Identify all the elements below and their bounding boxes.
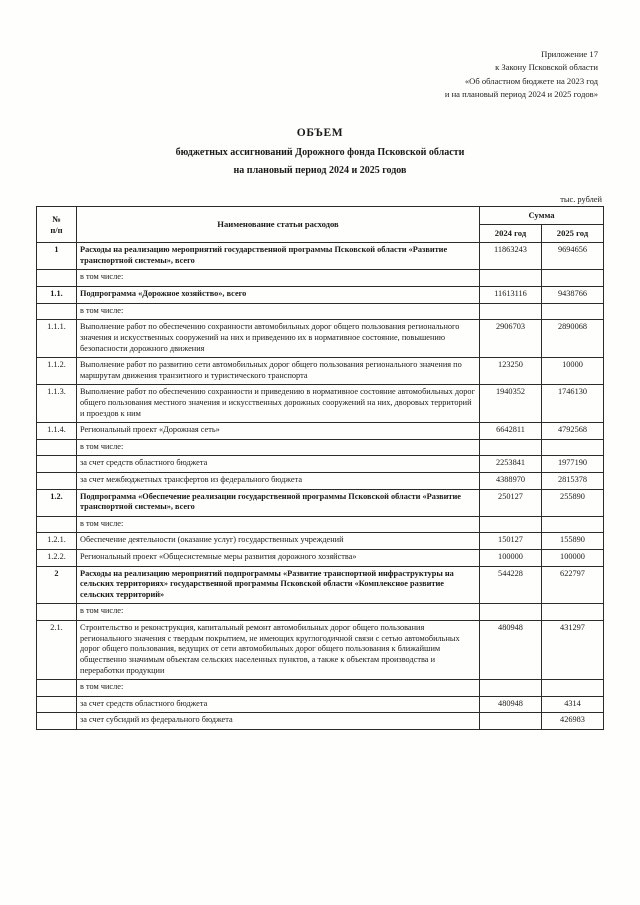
row-amount-2024 (480, 604, 542, 621)
row-title: Региональный проект «Дорожная сеть» (77, 423, 480, 440)
row-number: 1.2.2. (37, 550, 77, 567)
table-row (37, 287, 604, 304)
table-header-row-1 (37, 207, 604, 225)
row-number: 1.1.3. (37, 385, 77, 423)
header-line-4: и на плановый период 2024 и 2025 годов» (444, 88, 598, 99)
row-amount-2024 (480, 439, 542, 456)
row-amount-2024: 250127 (480, 489, 542, 516)
row-amount-2025: 1977190 (542, 456, 604, 473)
row-amount-2025 (542, 604, 604, 621)
table-row (37, 303, 604, 320)
row-title: за счет межбюджетных трансфертов из федерального бюджета (77, 473, 480, 490)
row-amount-2024: 11613116 (480, 287, 542, 304)
table-row (37, 358, 604, 385)
row-amount-2024 (480, 713, 542, 730)
units-label: тыс. рублей (560, 195, 602, 205)
row-number (37, 439, 77, 456)
row-title: в том числе: (77, 270, 480, 287)
title-subtitle-1: бюджетных ассигнований Дорожного фонда Псковской области (175, 147, 465, 159)
row-number: 1 (37, 243, 77, 270)
row-title: Выполнение работ по обеспечению сохранности и приведению в нормативное состояние автомобильных дорог общего пользования местного значения и искусственных дорожных сооружений на них, дворовых территорий и проездов к ним (77, 385, 480, 423)
row-title: Расходы на реализацию мероприятий государственной программы Псковской области «Развитие транспортной системы», всего (77, 243, 480, 270)
row-amount-2024: 11863243 (480, 243, 542, 270)
row-number (37, 516, 77, 533)
table-row (37, 604, 604, 621)
table-row (37, 270, 604, 287)
row-number: 1.1.2. (37, 358, 77, 385)
column-header-year-2024: 2024 год (480, 225, 542, 243)
row-number: 2.1. (37, 621, 77, 680)
row-title: Подпрограмма «Дорожное хозяйство», всего (77, 287, 480, 304)
row-title: Региональный проект «Общесистемные меры развития дорожного хозяйства» (77, 550, 480, 567)
row-amount-2025: 9438766 (542, 287, 604, 304)
row-amount-2024: 2253841 (480, 456, 542, 473)
column-header-number (37, 207, 77, 243)
table-row (37, 621, 604, 680)
row-amount-2025: 1746130 (542, 385, 604, 423)
row-amount-2025: 426983 (542, 713, 604, 730)
table-row (37, 516, 604, 533)
row-amount-2025 (542, 516, 604, 533)
row-amount-2024: 480948 (480, 621, 542, 680)
row-number (37, 713, 77, 730)
row-amount-2024: 4388970 (480, 473, 542, 490)
table-row (37, 489, 604, 516)
row-number: 1.1.1. (37, 320, 77, 358)
row-amount-2025 (542, 680, 604, 697)
table-row (37, 696, 604, 713)
table-row (37, 439, 604, 456)
row-title: за счет субсидий из федерального бюджета (77, 713, 480, 730)
row-title: Выполнение работ по развитию сети автомобильных дорог общего пользования регионального значения по маршрутам движения транзитного и туристического транспорта (77, 358, 480, 385)
row-number (37, 473, 77, 490)
page-title: ОБЪЕМ (296, 127, 344, 140)
row-amount-2025: 255890 (542, 489, 604, 516)
row-amount-2024: 6642811 (480, 423, 542, 440)
document-header (36, 48, 598, 101)
row-amount-2025: 4314 (542, 696, 604, 713)
column-header-number-line2: п/п (50, 224, 63, 235)
row-amount-2024: 150127 (480, 533, 542, 550)
row-amount-2025: 9694656 (542, 243, 604, 270)
table-row (37, 456, 604, 473)
row-title: Строительство и реконструкция, капитальный ремонт автомобильных дорог общего пользования регионального значения с твердым покрытием, не имеющих круглогодичной связи с сетью автомобильных дорог общего пользования, ведущих от сети автомобильных дорог общего пользования к ближайшим общественно значимым объектам сельских населенных пунктов, а также к объектам производства и переработки продукции (77, 621, 480, 680)
row-title: за счет средств областного бюджета (77, 456, 480, 473)
row-amount-2025: 155890 (542, 533, 604, 550)
column-header-number-line1: № (52, 213, 61, 224)
row-amount-2025: 431297 (542, 621, 604, 680)
row-number: 1.1.4. (37, 423, 77, 440)
row-title: Обеспечение деятельности (оказание услуг) государственных учреждений (77, 533, 480, 550)
row-amount-2025: 2815378 (542, 473, 604, 490)
table-body (37, 243, 604, 730)
column-header-sum: Сумма (480, 207, 604, 225)
table-row (37, 423, 604, 440)
row-amount-2024: 544228 (480, 566, 542, 604)
row-number (37, 270, 77, 287)
row-amount-2024: 123250 (480, 358, 542, 385)
row-title: Расходы на реализацию мероприятий подпрограммы «Развитие транспортной инфраструктуры на сельских территориях» государственной программы Псковской области «Комплексное развитие сельских территорий» (77, 566, 480, 604)
row-amount-2024 (480, 270, 542, 287)
row-amount-2024: 480948 (480, 696, 542, 713)
column-header-name: Наименование статьи расходов (77, 207, 480, 243)
row-amount-2024 (480, 680, 542, 697)
row-title: в том числе: (77, 439, 480, 456)
row-number (37, 456, 77, 473)
row-amount-2025: 2890068 (542, 320, 604, 358)
table-row (37, 320, 604, 358)
title-subtitle-2: на плановый период 2024 и 2025 годов (233, 165, 407, 177)
table-row (37, 550, 604, 567)
table-row (37, 566, 604, 604)
row-amount-2025: 4792568 (542, 423, 604, 440)
row-number (37, 696, 77, 713)
header-line-3: «Об областном бюджете на 2023 год (464, 75, 598, 86)
row-number: 1.2. (37, 489, 77, 516)
row-title: в том числе: (77, 680, 480, 697)
row-number: 2 (37, 566, 77, 604)
row-amount-2024: 2906703 (480, 320, 542, 358)
row-number: 1.2.1. (37, 533, 77, 550)
row-number (37, 604, 77, 621)
row-amount-2024: 1940352 (480, 385, 542, 423)
row-amount-2025 (542, 439, 604, 456)
row-title: за счет средств областного бюджета (77, 696, 480, 713)
row-number: 1.1. (37, 287, 77, 304)
row-title: в том числе: (77, 604, 480, 621)
header-line-1: Приложение 17 (541, 49, 598, 59)
budget-table (36, 206, 604, 730)
title-block (36, 127, 604, 179)
row-amount-2024 (480, 516, 542, 533)
row-title: в том числе: (77, 516, 480, 533)
row-amount-2024: 100000 (480, 550, 542, 567)
table-row (37, 473, 604, 490)
table-row (37, 533, 604, 550)
row-number (37, 680, 77, 697)
row-title: в том числе: (77, 303, 480, 320)
table-row (37, 385, 604, 423)
row-number (37, 303, 77, 320)
row-amount-2025 (542, 303, 604, 320)
table-row (37, 680, 604, 697)
column-header-year-2025: 2025 год (542, 225, 604, 243)
row-title: Подпрограмма «Обеспечение реализации государственной программы Псковской области «Развитие транспортной системы», всего (77, 489, 480, 516)
table-row (37, 243, 604, 270)
row-amount-2025 (542, 270, 604, 287)
header-line-2: к Закону Псковской области (495, 62, 598, 73)
row-amount-2024 (480, 303, 542, 320)
row-amount-2025: 622797 (542, 566, 604, 604)
row-amount-2025: 100000 (542, 550, 604, 567)
table-row (37, 713, 604, 730)
row-title: Выполнение работ по обеспечению сохранности автомобильных дорог общего пользования регионального значения и искусственных сооружений на них и приведению их в нормативное состояние, повышению безопасности дорожного движения (77, 320, 480, 358)
row-amount-2025: 10000 (542, 358, 604, 385)
